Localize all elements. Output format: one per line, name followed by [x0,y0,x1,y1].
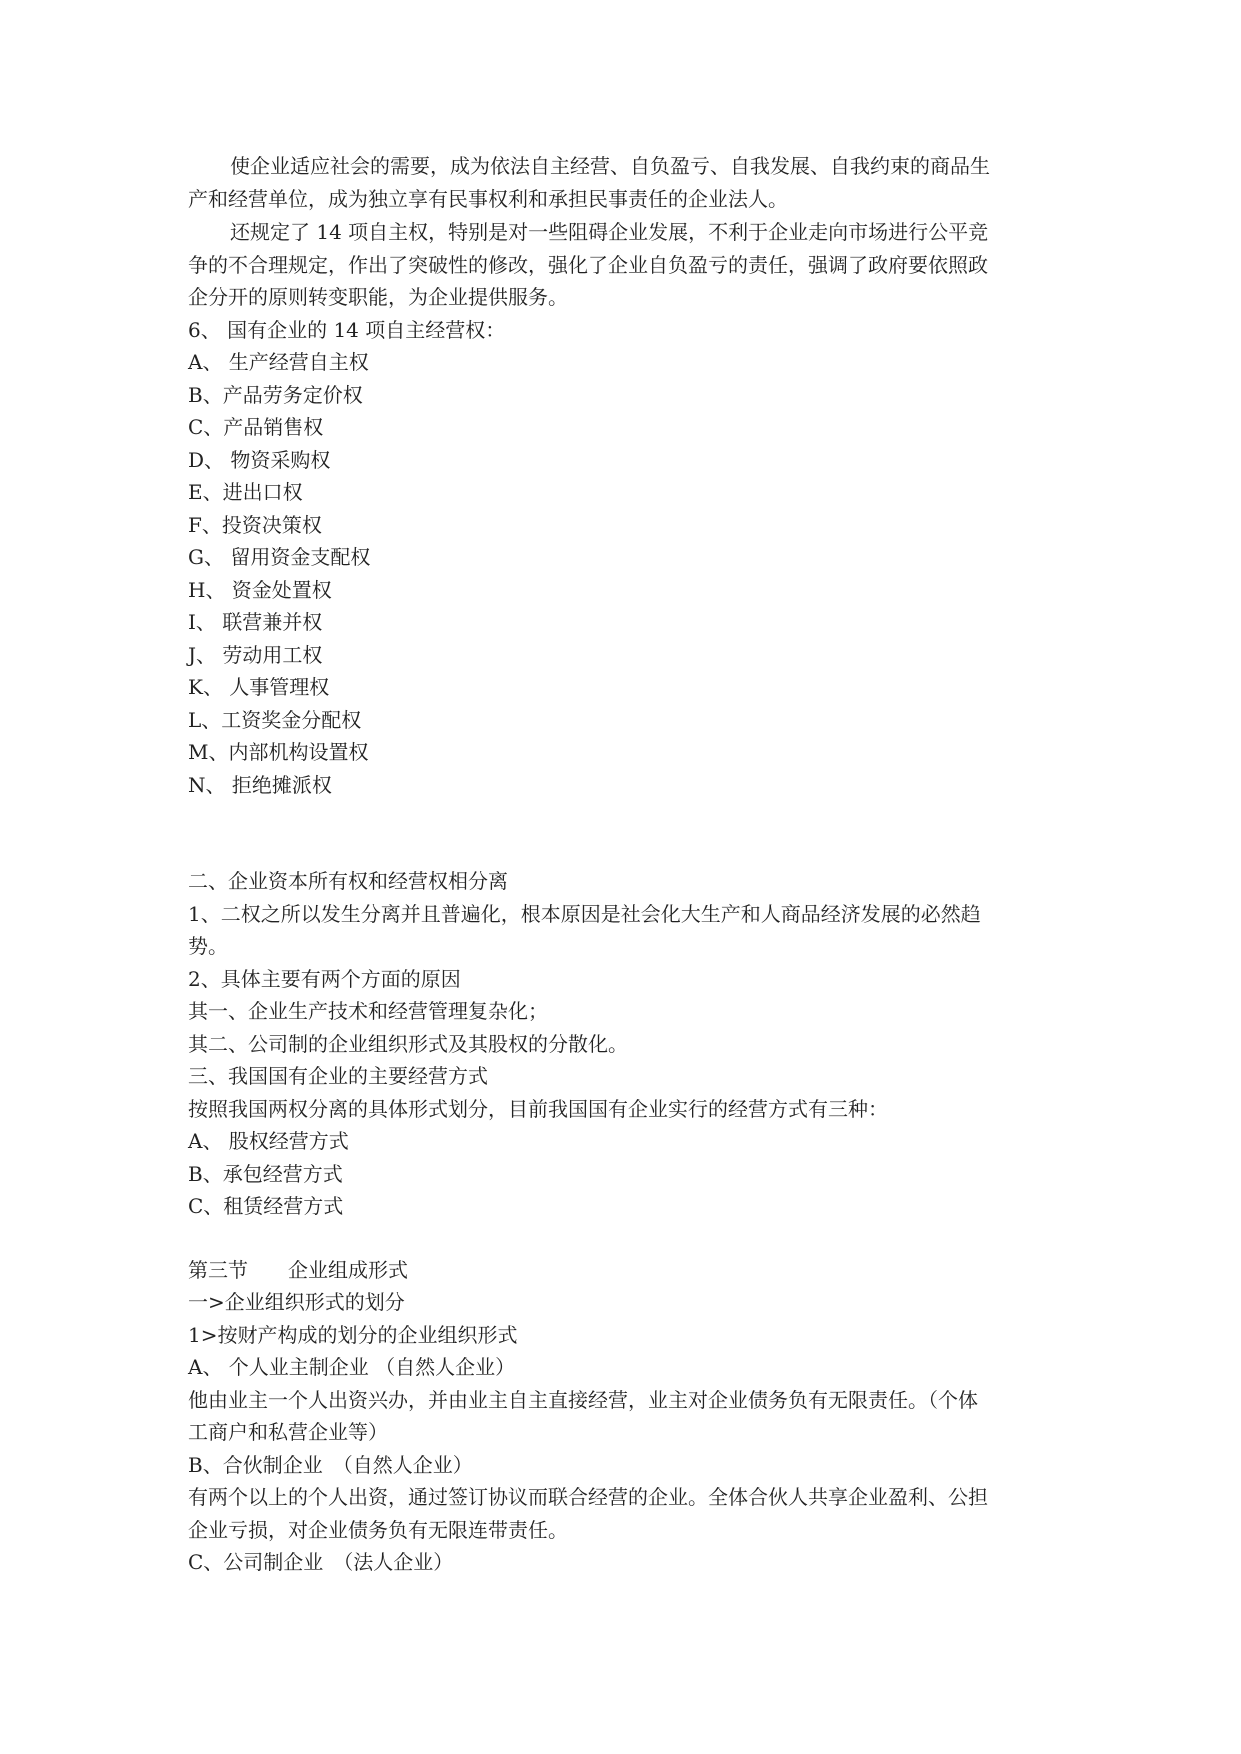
list-item: H、 资金处置权 [188,578,332,602]
section-heading: 6、 国有企业的 14 项自主经营权： [188,318,506,342]
paragraph-line: 有两个以上的个人出资，通过签订协议而联合经营的企业。全体合伙人共享企业盈利、公担 [188,1485,988,1509]
list-item: B、承包经营方式 [188,1162,343,1186]
paragraph-line: 1、二权之所以发生分离并且普遍化，根本原因是社会化大生产和人商品经济发展的必然趋 [188,902,981,926]
list-item: E、进出口权 [188,480,303,504]
paragraph-line: 争的不合理规定，作出了突破性的修改，强化了企业自负盈亏的责任，强调了政府要依照政 [188,253,988,277]
list-item: K、 人事管理权 [188,675,330,699]
list-item: J、 劳动用工权 [188,643,323,667]
paragraph-line: 工商户和私营企业等） [188,1420,388,1444]
list-item: C、产品销售权 [188,415,324,439]
list-item: F、投资决策权 [188,513,322,537]
paragraph-line: 他由业主一个人出资兴办，并由业主自主直接经营，业主对企业债务负有无限责任。（个体 [188,1388,978,1412]
paragraph-line: 还规定了 14 项自主权，特别是对一些阻碍企业发展，不利于企业走向市场进行公平竞 [230,220,989,244]
list-item: N、 拒绝摊派权 [188,773,332,797]
list-item: B、合伙制企业 （自然人企业） [188,1453,473,1477]
list-item: I、 联营兼并权 [188,610,323,634]
paragraph-line: 其二、公司制的企业组织形式及其股权的分散化。 [188,1032,628,1056]
paragraph-line: 企业亏损，对企业债务负有无限连带责任。 [188,1518,568,1542]
paragraph-line: 使企业适应社会的需要，成为依法自主经营、自负盈亏、自我发展、自我约束的商品生 [230,154,990,178]
paragraph-line: 势。 [188,934,228,958]
section-heading: 第三节 企业组成形式 [188,1258,408,1282]
list-item: G、 留用资金支配权 [188,545,371,569]
paragraph-line: 产和经营单位，成为独立享有民事权利和承担民事责任的企业法人。 [188,187,788,211]
section-heading: 1>按财产构成的划分的企业组织形式 [188,1323,518,1347]
list-item: A、 生产经营自主权 [188,350,369,374]
list-item: C、公司制企业 （法人企业） [188,1550,454,1574]
section-heading: 二、企业资本所有权和经营权相分离 [188,869,508,893]
paragraph-line: 企分开的原则转变职能，为企业提供服务。 [188,285,568,309]
list-item: C、租赁经营方式 [188,1194,344,1218]
list-item: A、 股权经营方式 [188,1129,349,1153]
list-item: D、 物资采购权 [188,448,331,472]
list-item: M、内部机构设置权 [188,740,369,764]
list-item: A、 个人业主制企业 （自然人企业） [188,1355,516,1379]
section-heading: 三、我国国有企业的主要经营方式 [188,1064,488,1088]
list-item: B、产品劳务定价权 [188,383,363,407]
paragraph-line: 其一、企业生产技术和经营管理复杂化； [188,999,548,1023]
list-item: L、工资奖金分配权 [188,708,362,732]
paragraph-line: 2、具体主要有两个方面的原因 [188,967,461,991]
paragraph-line: 按照我国两权分离的具体形式划分，目前我国国有企业实行的经营方式有三种： [188,1097,888,1121]
section-heading: 一>企业组织形式的划分 [188,1290,405,1314]
